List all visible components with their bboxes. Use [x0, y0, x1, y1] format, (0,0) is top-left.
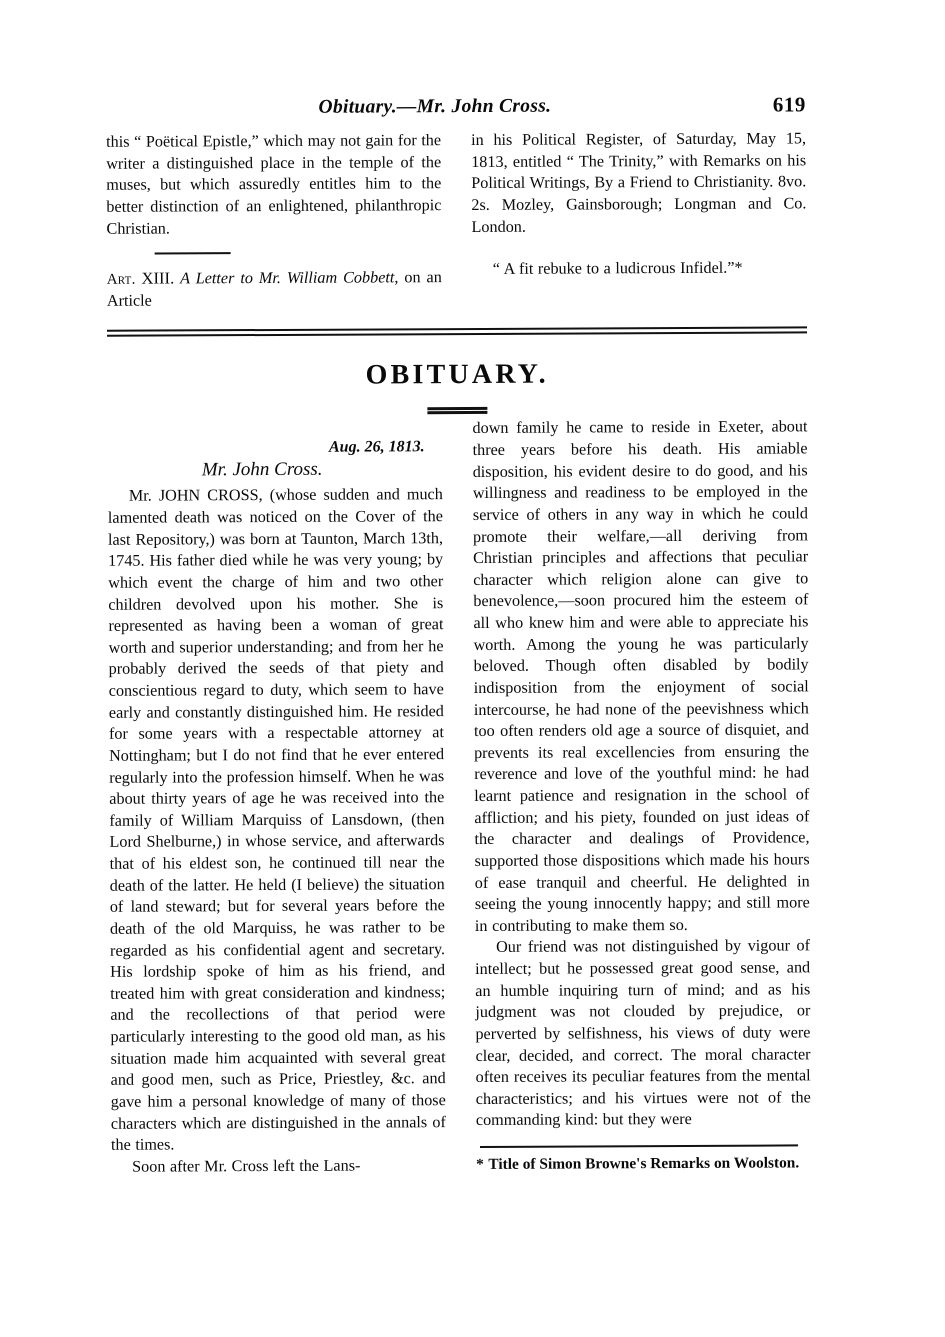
obituary-left-column	[107, 419, 446, 1179]
obituary-columns	[107, 417, 811, 1178]
footnote-block	[476, 1144, 811, 1175]
top-columns	[106, 128, 807, 312]
footnote-rule	[480, 1144, 798, 1148]
article-label: Art.	[106, 271, 136, 288]
footnote-text: Title of Simon Browne's Remarks on Woolston.	[488, 1154, 800, 1173]
article-title-tail: on an Article	[106, 268, 442, 310]
obituary-right-column	[472, 417, 811, 1177]
footnote-marker: *	[476, 1155, 485, 1173]
obituary-subject-name: Mr. John Cross.	[201, 459, 323, 481]
running-head-title: Obituary.—Mr. John Cross.	[318, 95, 552, 118]
page-number: 619	[772, 92, 806, 117]
obituary-date: Aug. 26, 1813.	[328, 438, 425, 457]
top-left-column	[106, 130, 442, 312]
article-title: A Letter to Mr. William Cobbett,	[180, 268, 399, 288]
article-heading	[107, 266, 442, 312]
footnote	[476, 1153, 811, 1175]
review-quote: “ A fit rebuke to a ludicrous Infidel.”*	[492, 258, 743, 279]
previous-article-continuation: this “ Poëtical Epistle,” which may not gain for the writer a distinguished place in the temple of the muses, but which assuredly entitles him to the better distinction of an enlightened, philanthropic Christian.	[106, 131, 442, 238]
obituary-paragraph: Mr. JOHN CROSS, (whose sudden and much lamented death was noticed on the Cover of the last Repository,) was born at Taunton, March 13th, 1745. His father died while he was very young; by which event the charge of him and two other children devolved upon his mother. She is represented as having been a woman of great worth and superior understanding; and from her he probably derived the seeds of that piety and conscientious regard to duty, which seem to have early and constantly distinguished him. He resided for some years with a respectable attorney at Nottingham; but I do not find that he ever entered regularly into the profession himself. When he was about thirty years of age he was received into the family of William Marquiss of Lansdown, (then Lord Shelburne,) in whose service, and afterwards that of his eldest son, he continued till near the death of the latter. He held (I believe) the situation of land steward; but for several years before the death of the old Marquiss, he was rather to be regarded as his confidential agent and secretary. His lordship spoke of him as his friend, and treated him with great consideration and kindness; and the recollections of that period were particularly interesting to the good old man, as his situation made him acquainted with several great and good men, such as Price, Priestley, &c. and gave him a personal knowledge of many of those characters which are distinguished in the annals of the times.	[107, 485, 446, 1154]
obituary-paragraph: down family he came to reside in Exeter, about three years before his death. His amiable disposition, his evident desire to do good, and his willingness and readiness to be employed in the service of others in any way in which he could promote their welfare,—all deriving from Christian principles and affections that peculiar character which religion alone can give to benevolence,—soon procured him the esteem of all who knew him and were able to appreciate his worth. Among the young he was particularly beloved. Though often disabled by bodily indisposition from the enjoyment of social intercourse, he had none of the peevishness which too often renders old age a source of disquiet, and prevents its real excellencies from ensuring the reverence and love of the youthful mind: he had learnt patience and resignation in the school of affliction; and his piety, founded on just ideas of the character and dealings of Providence, supported those dispositions which made his hours of ease tranquil and cheerful. He delighted in seeing the young innocently happy; and still more in contributing to make them so.	[472, 417, 810, 935]
article-divider-rule	[155, 252, 231, 254]
obituary-paragraph: Our friend was not distinguished by vigour of intellect; but he possessed great good sense, and an humble inquiring turn of mind; and as his judgment was not clouded by prejudice, or perverted by selfishness, his views of duty were clear, decided, and correct. The moral character often receives its peculiar features from the mental characteristics; and his virtues were not of the commanding kind: but they were	[475, 936, 811, 1130]
top-right-column	[471, 128, 807, 310]
publication-details: in his Political Register, of Saturday, May 15, 1813, entitled “ The Trinity,” with Remarks on his Political Writings, By a Friend to Christianity. 8vo. 2s. Mozley, Gainsborough; Longman and Co. London.	[471, 129, 807, 236]
section-rule-bottom	[427, 407, 487, 414]
page-content	[106, 94, 811, 1178]
article-number: XIII.	[141, 268, 175, 288]
section-rule-top	[107, 327, 807, 337]
obituary-paragraph: Soon after Mr. Cross left the Lans-	[132, 1156, 361, 1176]
running-head	[106, 94, 806, 131]
section-title-obituary: OBITUARY.	[365, 359, 549, 391]
